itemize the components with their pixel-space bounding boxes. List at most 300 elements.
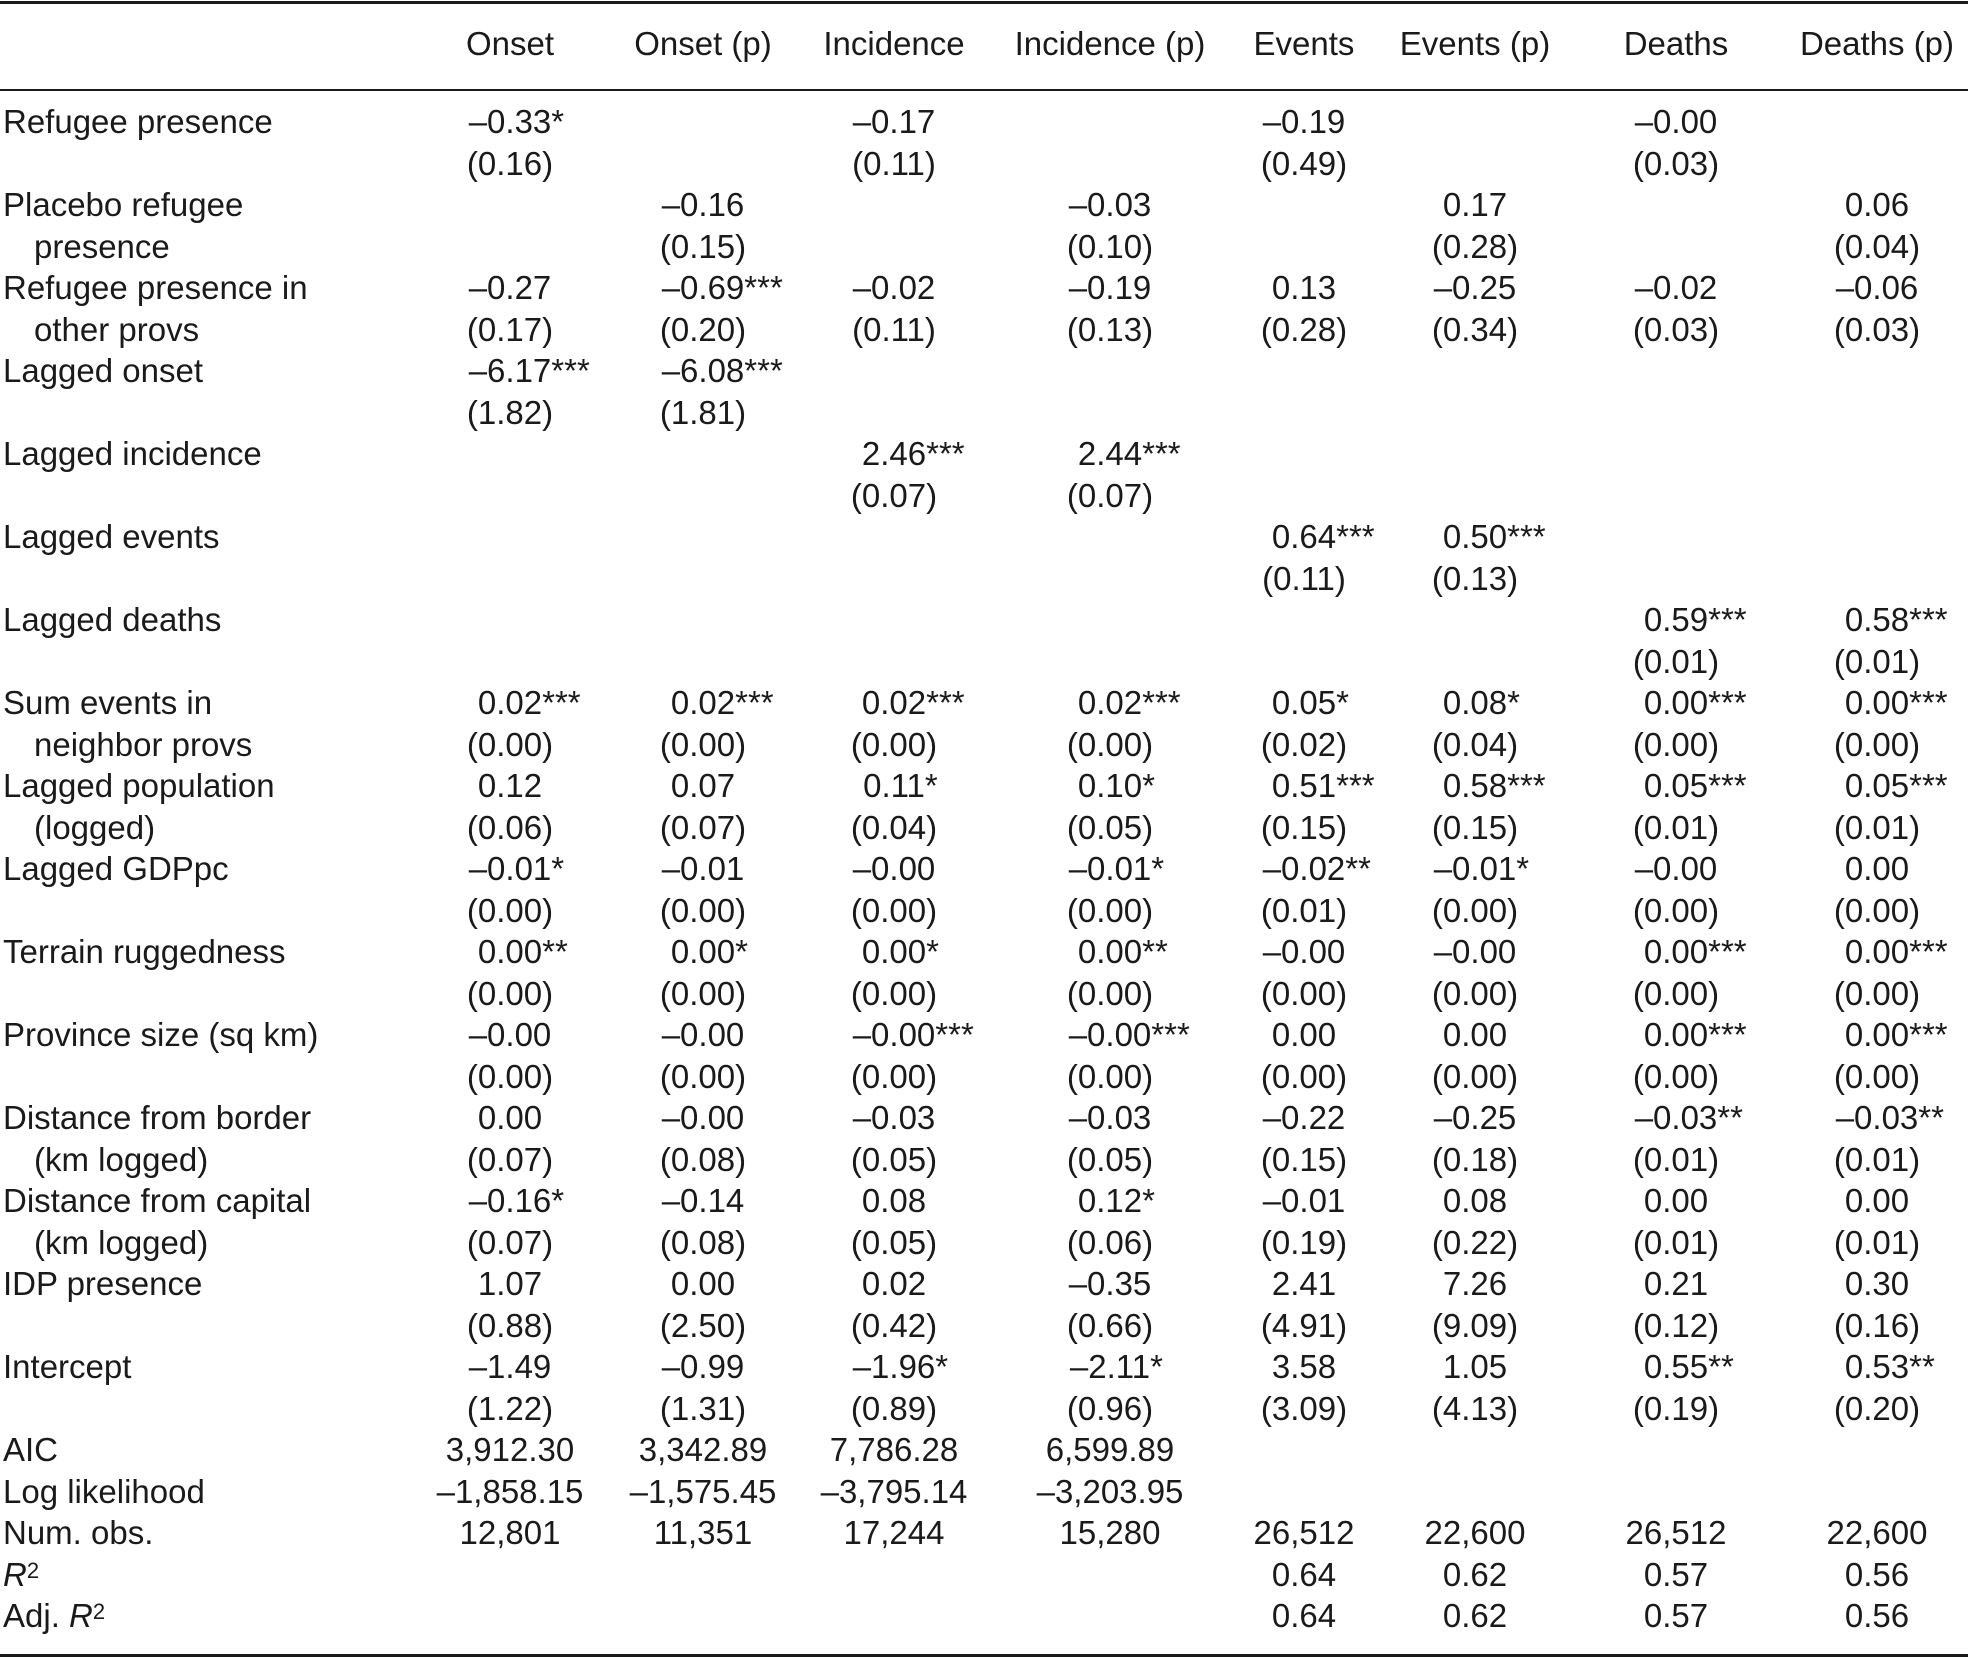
coef-lagged-population-logged-incidence-p: 0.10 * — [1077, 767, 1155, 804]
row-label-refugee-presence: Refugee presence — [3, 103, 273, 140]
se-placebo-refugee-presence-deaths-p: (0.04) — [1833, 227, 1921, 265]
se-distance-from-capital-km-logged-incidence: (0.05) — [850, 1223, 938, 1261]
se-refugee-presence-in-other-provs-deaths-p: (0.03) — [1833, 310, 1921, 348]
significance-stars: *** — [1708, 1016, 1747, 1053]
top-rule — [0, 1, 1968, 4]
coef-lagged-population-logged-onset: 0.12 — [477, 767, 543, 804]
row-label-province-size-sq-km: Province size (sq km) — [3, 1016, 319, 1053]
stat-adj-r-deaths: 0.57 — [1643, 1597, 1709, 1634]
coef-lagged-gdppc-incidence-p: –0.01 * — [1068, 850, 1165, 887]
coef-distance-from-border-km-logged-onset: 0.00 — [477, 1099, 543, 1136]
coef-distance-from-capital-km-logged-incidence-p: 0.12 * — [1077, 1182, 1155, 1219]
column-header-incidence-p: Incidence (p) — [1014, 25, 1206, 62]
se-intercept-events-p: (4.13) — [1431, 1389, 1519, 1427]
se-refugee-presence-deaths: (0.03) — [1632, 144, 1720, 182]
stat-label-adj-r: Adj. $R^2$ — [3, 1597, 106, 1634]
stat-aic-onset: 3,912.30 — [445, 1431, 575, 1468]
coef-refugee-presence-in-other-provs-incidence: –0.02 — [852, 269, 936, 306]
significance-stars: *** — [1142, 684, 1181, 721]
row-label-distance-from-capital-km-logged-cont: (km logged) — [34, 1223, 209, 1261]
coef-terrain-ruggedness-events-p: –0.00 — [1433, 933, 1517, 970]
coef-province-size-sq-km-onset: –0.00 — [468, 1016, 552, 1053]
coef-lagged-deaths-deaths: 0.59 *** — [1643, 601, 1747, 638]
row-label-refugee-presence-in-other-provs: Refugee presence in — [3, 269, 308, 306]
coef-sum-events-in-neighbor-provs-deaths-p: 0.00 *** — [1844, 684, 1948, 721]
se-lagged-population-logged-events-p: (0.15) — [1431, 808, 1519, 846]
row-label-lagged-incidence: Lagged incidence — [3, 435, 262, 472]
coef-distance-from-border-km-logged-deaths: –0.03 ** — [1634, 1099, 1743, 1136]
stat-adj-r-events-p: 0.62 — [1442, 1597, 1508, 1634]
se-lagged-events-events-p: (0.13) — [1431, 559, 1519, 597]
significance-stars: *** — [744, 269, 783, 306]
se-distance-from-border-km-logged-incidence: (0.05) — [850, 1140, 938, 1178]
row-label-placebo-refugee-presence-cont: presence — [34, 227, 170, 265]
se-lagged-population-logged-onset: (0.06) — [466, 808, 554, 846]
significance-stars: *** — [1708, 601, 1747, 638]
se-sum-events-in-neighbor-provs-incidence-p: (0.00) — [1066, 725, 1154, 763]
coef-lagged-gdppc-onset-p: –0.01 — [661, 850, 745, 887]
coef-sum-events-in-neighbor-provs-onset: 0.02 *** — [477, 684, 581, 721]
se-lagged-population-logged-deaths-p: (0.01) — [1833, 808, 1921, 846]
se-distance-from-border-km-logged-incidence-p: (0.05) — [1066, 1140, 1154, 1178]
row-label-intercept: Intercept — [3, 1348, 132, 1385]
se-terrain-ruggedness-onset-p: (0.00) — [659, 974, 747, 1012]
stat-adj-r-deaths-p: 0.56 — [1844, 1597, 1910, 1634]
stat-aic-incidence-p: 6,599.89 — [1045, 1431, 1175, 1468]
coef-distance-from-capital-km-logged-deaths-p: 0.00 — [1844, 1182, 1910, 1219]
coef-lagged-events-events: 0.64 *** — [1271, 518, 1375, 555]
significance-stars: *** — [735, 684, 774, 721]
coef-lagged-events-events-p: 0.50 *** — [1442, 518, 1546, 555]
stat-r-deaths-p: 0.56 — [1844, 1555, 1910, 1593]
coef-idp-presence-events: 2.41 — [1271, 1265, 1337, 1302]
coef-lagged-population-logged-events-p: 0.58 *** — [1442, 767, 1546, 804]
column-header-deaths: Deaths — [1623, 25, 1729, 62]
coef-sum-events-in-neighbor-provs-incidence: 0.02 *** — [861, 684, 965, 721]
coef-terrain-ruggedness-onset-p: 0.00 * — [670, 933, 748, 970]
stat-label-aic: AIC — [3, 1431, 59, 1468]
coef-lagged-population-logged-deaths: 0.05 *** — [1643, 767, 1747, 804]
coef-lagged-gdppc-incidence: –0.00 — [852, 850, 936, 887]
significance-stars: * — [1142, 1182, 1155, 1219]
row-label-lagged-population-logged: Lagged population — [3, 767, 275, 804]
coef-lagged-gdppc-deaths-p: 0.00 — [1844, 850, 1910, 887]
se-distance-from-capital-km-logged-incidence-p: (0.06) — [1066, 1223, 1154, 1261]
significance-stars: * — [1336, 684, 1349, 721]
significance-stars: *** — [1708, 684, 1747, 721]
se-province-size-sq-km-incidence-p: (0.00) — [1066, 1057, 1154, 1095]
se-intercept-incidence: (0.89) — [850, 1389, 938, 1427]
stat-label-r: $R^2$ — [3, 1555, 40, 1593]
se-lagged-gdppc-events: (0.01) — [1260, 891, 1348, 929]
significance-stars: *** — [926, 435, 965, 472]
significance-stars: *** — [1909, 767, 1948, 804]
significance-stars: *** — [1507, 518, 1546, 555]
se-sum-events-in-neighbor-provs-onset-p: (0.00) — [659, 725, 747, 763]
significance-stars: *** — [1336, 767, 1375, 804]
se-refugee-presence-in-other-provs-incidence-p: (0.13) — [1066, 310, 1154, 348]
coef-lagged-onset-onset-p: –6.08 *** — [661, 352, 783, 389]
coef-distance-from-capital-km-logged-incidence: 0.08 — [861, 1182, 927, 1219]
significance-stars: * — [551, 1182, 565, 1219]
coef-intercept-deaths-p: 0.53 ** — [1844, 1348, 1935, 1385]
coef-lagged-incidence-incidence: 2.46 *** — [861, 435, 965, 472]
row-label-idp-presence: IDP presence — [3, 1265, 203, 1302]
coef-lagged-incidence-incidence-p: 2.44 *** — [1077, 435, 1181, 472]
coef-lagged-gdppc-events: –0.02 ** — [1262, 850, 1371, 887]
significance-stars: *** — [744, 352, 783, 389]
se-lagged-population-logged-incidence: (0.04) — [850, 808, 938, 846]
se-distance-from-capital-km-logged-onset: (0.07) — [466, 1223, 554, 1261]
significance-stars: ** — [1142, 933, 1168, 970]
row-label-distance-from-border-km-logged: Distance from border — [3, 1099, 312, 1136]
se-distance-from-capital-km-logged-deaths-p: (0.01) — [1833, 1223, 1921, 1261]
se-distance-from-capital-km-logged-deaths: (0.01) — [1632, 1223, 1720, 1261]
significance-stars: * — [935, 1348, 949, 1385]
coef-placebo-refugee-presence-deaths-p: 0.06 — [1844, 186, 1910, 223]
coef-province-size-sq-km-deaths: 0.00 *** — [1643, 1016, 1747, 1053]
se-intercept-incidence-p: (0.96) — [1066, 1389, 1154, 1427]
coef-terrain-ruggedness-deaths-p: 0.00 *** — [1844, 933, 1948, 970]
significance-stars: *** — [1336, 518, 1375, 555]
coef-intercept-events-p: 1.05 — [1442, 1348, 1508, 1385]
significance-stars: *** — [1708, 767, 1747, 804]
stat-aic-incidence: 7,786.28 — [829, 1431, 959, 1468]
coef-idp-presence-deaths-p: 0.30 — [1844, 1265, 1910, 1302]
significance-stars: *** — [551, 352, 590, 389]
se-idp-presence-events-p: (9.09) — [1431, 1306, 1519, 1344]
column-header-events: Events — [1253, 25, 1355, 62]
se-intercept-onset: (1.22) — [466, 1389, 554, 1427]
coef-lagged-gdppc-deaths: –0.00 — [1634, 850, 1718, 887]
se-intercept-deaths: (0.19) — [1632, 1389, 1720, 1427]
significance-stars: * — [551, 103, 565, 140]
coef-distance-from-border-km-logged-incidence: –0.03 — [852, 1099, 936, 1136]
significance-stars: ** — [1708, 1348, 1734, 1385]
significance-stars: ** — [1345, 850, 1371, 887]
coef-terrain-ruggedness-incidence-p: 0.00 ** — [1077, 933, 1168, 970]
coef-refugee-presence-in-other-provs-deaths: –0.02 — [1634, 269, 1718, 306]
significance-stars: ** — [1717, 1099, 1743, 1136]
se-idp-presence-onset-p: (2.50) — [659, 1306, 747, 1344]
stat-num-obs-incidence-p: 15,280 — [1059, 1514, 1161, 1551]
stat-num-obs-events-p: 22,600 — [1424, 1514, 1526, 1551]
coef-refugee-presence-deaths: –0.00 — [1634, 103, 1718, 140]
coef-refugee-presence-onset: –0.33 * — [468, 103, 565, 140]
se-distance-from-border-km-logged-events-p: (0.18) — [1431, 1140, 1519, 1178]
coef-sum-events-in-neighbor-provs-onset-p: 0.02 *** — [670, 684, 774, 721]
se-province-size-sq-km-deaths: (0.00) — [1632, 1057, 1720, 1095]
coef-intercept-onset: –1.49 — [468, 1348, 552, 1385]
se-province-size-sq-km-incidence: (0.00) — [850, 1057, 938, 1095]
coef-distance-from-border-km-logged-events: –0.22 — [1262, 1099, 1346, 1136]
se-lagged-population-logged-events: (0.15) — [1260, 808, 1348, 846]
stat-log-likelihood-incidence-p: –3,203.95 — [1036, 1472, 1184, 1510]
significance-stars: * — [1516, 850, 1530, 887]
significance-stars: * — [1507, 684, 1520, 721]
coef-distance-from-capital-km-logged-onset: –0.16 * — [468, 1182, 565, 1219]
header-rule — [0, 89, 1968, 91]
stat-num-obs-deaths: 26,512 — [1625, 1514, 1727, 1551]
significance-stars: ** — [1909, 1348, 1935, 1385]
coef-province-size-sq-km-onset-p: –0.00 — [661, 1016, 745, 1053]
se-lagged-gdppc-incidence: (0.00) — [850, 891, 938, 929]
coef-refugee-presence-in-other-provs-onset-p: –0.69 *** — [661, 269, 783, 306]
stat-log-likelihood-incidence: –3,795.14 — [820, 1472, 968, 1510]
se-lagged-deaths-deaths-p: (0.01) — [1833, 642, 1921, 680]
significance-stars: * — [926, 933, 939, 970]
se-refugee-presence-in-other-provs-events: (0.28) — [1260, 310, 1348, 348]
coef-idp-presence-incidence-p: –0.35 — [1068, 1265, 1152, 1302]
se-sum-events-in-neighbor-provs-deaths-p: (0.00) — [1833, 725, 1921, 763]
coef-lagged-gdppc-events-p: –0.01 * — [1433, 850, 1530, 887]
se-lagged-onset-onset: (1.82) — [466, 393, 554, 431]
coef-refugee-presence-in-other-provs-events: 0.13 — [1271, 269, 1337, 306]
se-lagged-gdppc-events-p: (0.00) — [1431, 891, 1519, 929]
se-lagged-gdppc-onset-p: (0.00) — [659, 891, 747, 929]
se-distance-from-border-km-logged-events: (0.15) — [1260, 1140, 1348, 1178]
coef-refugee-presence-events: –0.19 — [1262, 103, 1346, 140]
significance-stars: *** — [542, 684, 581, 721]
significance-stars: *** — [1708, 933, 1747, 970]
coef-sum-events-in-neighbor-provs-incidence-p: 0.02 *** — [1077, 684, 1181, 721]
coef-intercept-incidence-p: –2.11 * — [1069, 1348, 1163, 1385]
significance-stars: *** — [1151, 1016, 1190, 1053]
se-sum-events-in-neighbor-provs-incidence: (0.00) — [850, 725, 938, 763]
se-distance-from-capital-km-logged-events-p: (0.22) — [1431, 1223, 1519, 1261]
coef-refugee-presence-in-other-provs-deaths-p: –0.06 — [1835, 269, 1919, 306]
se-lagged-gdppc-incidence-p: (0.00) — [1066, 891, 1154, 929]
significance-stars: * — [1150, 1348, 1163, 1385]
se-idp-presence-deaths-p: (0.16) — [1833, 1306, 1921, 1344]
coef-lagged-population-logged-incidence: 0.11 * — [863, 767, 938, 804]
coef-intercept-onset-p: –0.99 — [661, 1348, 745, 1385]
column-header-incidence: Incidence — [823, 25, 965, 62]
significance-stars: * — [1142, 767, 1155, 804]
se-terrain-ruggedness-deaths: (0.00) — [1632, 974, 1720, 1012]
se-distance-from-border-km-logged-onset: (0.07) — [466, 1140, 554, 1178]
se-intercept-events: (3.09) — [1260, 1389, 1348, 1427]
se-intercept-onset-p: (1.31) — [659, 1389, 747, 1427]
se-idp-presence-incidence: (0.42) — [850, 1306, 938, 1344]
column-header-deaths-p: Deaths (p) — [1799, 25, 1955, 62]
significance-stars: * — [924, 767, 938, 804]
se-province-size-sq-km-onset-p: (0.00) — [659, 1057, 747, 1095]
se-placebo-refugee-presence-onset-p: (0.15) — [659, 227, 747, 265]
se-refugee-presence-onset: (0.16) — [466, 144, 554, 182]
significance-stars: *** — [1507, 767, 1546, 804]
stat-num-obs-incidence: 17,244 — [843, 1514, 945, 1551]
coef-intercept-deaths: 0.55 ** — [1643, 1348, 1734, 1385]
se-sum-events-in-neighbor-provs-events: (0.02) — [1260, 725, 1348, 763]
coef-terrain-ruggedness-events: –0.00 — [1262, 933, 1346, 970]
se-terrain-ruggedness-events: (0.00) — [1260, 974, 1348, 1012]
stat-num-obs-events: 26,512 — [1253, 1514, 1355, 1551]
row-label-distance-from-border-km-logged-cont: (km logged) — [34, 1140, 209, 1178]
se-refugee-presence-incidence: (0.11) — [852, 144, 936, 182]
coef-distance-from-capital-km-logged-deaths: 0.00 — [1643, 1182, 1709, 1219]
row-label-placebo-refugee-presence: Placebo refugee — [3, 186, 244, 223]
se-terrain-ruggedness-deaths-p: (0.00) — [1833, 974, 1921, 1012]
stat-adj-r-events: 0.64 — [1271, 1597, 1337, 1634]
coef-lagged-population-logged-onset-p: 0.07 — [670, 767, 736, 804]
coef-sum-events-in-neighbor-provs-events: 0.05 * — [1271, 684, 1349, 721]
se-placebo-refugee-presence-events-p: (0.28) — [1431, 227, 1519, 265]
coef-idp-presence-deaths: 0.21 — [1643, 1265, 1709, 1302]
se-terrain-ruggedness-onset: (0.00) — [466, 974, 554, 1012]
se-lagged-gdppc-deaths-p: (0.00) — [1833, 891, 1921, 929]
significance-stars: *** — [1909, 1016, 1948, 1053]
coef-refugee-presence-in-other-provs-incidence-p: –0.19 — [1068, 269, 1152, 306]
se-distance-from-capital-km-logged-onset-p: (0.08) — [659, 1223, 747, 1261]
se-idp-presence-deaths: (0.12) — [1632, 1306, 1720, 1344]
se-sum-events-in-neighbor-provs-deaths: (0.00) — [1632, 725, 1720, 763]
coef-placebo-refugee-presence-events-p: 0.17 — [1442, 186, 1508, 223]
se-province-size-sq-km-onset: (0.00) — [466, 1057, 554, 1095]
se-lagged-incidence-incidence: (0.07) — [850, 476, 938, 514]
se-refugee-presence-in-other-provs-events-p: (0.34) — [1431, 310, 1519, 348]
se-province-size-sq-km-events-p: (0.00) — [1431, 1057, 1519, 1095]
row-label-lagged-deaths: Lagged deaths — [3, 601, 222, 638]
coef-distance-from-capital-km-logged-events-p: 0.08 — [1442, 1182, 1508, 1219]
bottom-rule — [0, 1654, 1968, 1657]
coef-distance-from-border-km-logged-onset-p: –0.00 — [661, 1099, 745, 1136]
se-distance-from-border-km-logged-deaths: (0.01) — [1632, 1140, 1720, 1178]
stat-r-events: 0.64 — [1271, 1555, 1337, 1593]
coef-province-size-sq-km-incidence: –0.00 *** — [852, 1016, 974, 1053]
se-province-size-sq-km-events: (0.00) — [1260, 1057, 1348, 1095]
row-label-lagged-events: Lagged events — [3, 518, 220, 555]
se-distance-from-capital-km-logged-events: (0.19) — [1260, 1223, 1348, 1261]
significance-stars: *** — [1909, 601, 1948, 638]
column-header-onset-p: Onset (p) — [634, 25, 772, 62]
row-label-lagged-onset: Lagged onset — [3, 352, 204, 389]
se-idp-presence-incidence-p: (0.66) — [1066, 1306, 1154, 1344]
se-refugee-presence-in-other-provs-onset: (0.17) — [466, 310, 554, 348]
se-intercept-deaths-p: (0.20) — [1833, 1389, 1921, 1427]
coef-intercept-incidence: –1.96 * — [852, 1348, 949, 1385]
coef-distance-from-capital-km-logged-events: –0.01 — [1262, 1182, 1346, 1219]
se-lagged-events-events: (0.11) — [1262, 559, 1346, 597]
stat-num-obs-onset-p: 11,351 — [653, 1514, 753, 1551]
se-refugee-presence-in-other-provs-incidence: (0.11) — [852, 310, 936, 348]
coef-idp-presence-onset: 1.07 — [477, 1265, 543, 1302]
row-label-distance-from-capital-km-logged: Distance from capital — [3, 1182, 312, 1219]
coef-terrain-ruggedness-onset: 0.00 ** — [477, 933, 568, 970]
coef-sum-events-in-neighbor-provs-deaths: 0.00 *** — [1643, 684, 1747, 721]
se-idp-presence-events: (4.91) — [1260, 1306, 1348, 1344]
coef-province-size-sq-km-events-p: 0.00 — [1442, 1016, 1508, 1053]
se-lagged-population-logged-deaths: (0.01) — [1632, 808, 1720, 846]
se-terrain-ruggedness-events-p: (0.00) — [1431, 974, 1519, 1012]
coef-placebo-refugee-presence-incidence-p: –0.03 — [1068, 186, 1152, 223]
coef-refugee-presence-in-other-provs-events-p: –0.25 — [1433, 269, 1517, 306]
significance-stars: *** — [935, 1016, 974, 1053]
significance-stars: *** — [1909, 684, 1948, 721]
se-placebo-refugee-presence-incidence-p: (0.10) — [1066, 227, 1154, 265]
stat-log-likelihood-onset: –1,858.15 — [436, 1472, 584, 1510]
se-refugee-presence-events: (0.49) — [1260, 144, 1348, 182]
se-refugee-presence-in-other-provs-deaths: (0.03) — [1632, 310, 1720, 348]
coef-intercept-events: 3.58 — [1271, 1348, 1337, 1385]
stat-r-deaths: 0.57 — [1643, 1555, 1709, 1593]
coef-placebo-refugee-presence-onset-p: –0.16 — [661, 186, 745, 223]
stat-log-likelihood-onset-p: –1,575.45 — [629, 1472, 777, 1510]
coef-idp-presence-events-p: 7.26 — [1442, 1265, 1508, 1302]
coef-distance-from-border-km-logged-incidence-p: –0.03 — [1068, 1099, 1152, 1136]
se-sum-events-in-neighbor-provs-events-p: (0.04) — [1431, 725, 1519, 763]
column-header-onset: Onset — [465, 25, 555, 62]
significance-stars: *** — [926, 684, 965, 721]
significance-stars: *** — [1909, 933, 1948, 970]
significance-stars: * — [551, 850, 565, 887]
stat-num-obs-deaths-p: 22,600 — [1826, 1514, 1928, 1551]
coef-idp-presence-onset-p: 0.00 — [670, 1265, 736, 1302]
stat-label-num-obs: Num. obs. — [3, 1514, 154, 1551]
significance-stars: *** — [1142, 435, 1181, 472]
se-lagged-incidence-incidence-p: (0.07) — [1066, 476, 1154, 514]
se-lagged-deaths-deaths: (0.01) — [1632, 642, 1720, 680]
stat-r-events-p: 0.62 — [1442, 1555, 1508, 1593]
se-refugee-presence-in-other-provs-onset-p: (0.20) — [659, 310, 747, 348]
row-label-terrain-ruggedness: Terrain ruggedness — [3, 933, 286, 970]
significance-stars: ** — [542, 933, 568, 970]
se-lagged-population-logged-onset-p: (0.07) — [659, 808, 747, 846]
stat-num-obs-onset: 12,801 — [459, 1514, 561, 1551]
row-label-sum-events-in-neighbor-provs-cont: neighbor provs — [34, 725, 253, 763]
coef-lagged-gdppc-onset: –0.01 * — [468, 850, 565, 887]
coef-lagged-population-logged-events: 0.51 *** — [1271, 767, 1375, 804]
coef-refugee-presence-in-other-provs-onset: –0.27 — [468, 269, 552, 306]
coef-terrain-ruggedness-incidence: 0.00 * — [861, 933, 939, 970]
se-terrain-ruggedness-incidence: (0.00) — [850, 974, 938, 1012]
coef-province-size-sq-km-events: 0.00 — [1271, 1016, 1337, 1053]
coef-lagged-population-logged-deaths-p: 0.05 *** — [1844, 767, 1948, 804]
coef-province-size-sq-km-deaths-p: 0.00 *** — [1844, 1016, 1948, 1053]
significance-stars: * — [735, 933, 748, 970]
coef-lagged-onset-onset: –6.17 *** — [468, 352, 590, 389]
row-label-refugee-presence-in-other-provs-cont: other provs — [34, 310, 200, 348]
se-terrain-ruggedness-incidence-p: (0.00) — [1066, 974, 1154, 1012]
se-distance-from-border-km-logged-deaths-p: (0.01) — [1833, 1140, 1921, 1178]
row-label-lagged-gdppc: Lagged GDPpc — [3, 850, 229, 887]
se-lagged-gdppc-deaths: (0.00) — [1632, 891, 1720, 929]
significance-stars: ** — [1918, 1099, 1944, 1136]
coef-sum-events-in-neighbor-provs-events-p: 0.08 * — [1442, 684, 1520, 721]
stat-label-log-likelihood: Log likelihood — [3, 1472, 205, 1510]
stat-aic-onset-p: 3,342.89 — [638, 1431, 768, 1468]
row-label-lagged-population-logged-cont: (logged) — [34, 808, 156, 846]
significance-stars: * — [1151, 850, 1165, 887]
se-lagged-onset-onset-p: (1.81) — [659, 393, 747, 431]
se-lagged-gdppc-onset: (0.00) — [466, 891, 554, 929]
coef-province-size-sq-km-incidence-p: –0.00 *** — [1068, 1016, 1190, 1053]
coef-lagged-deaths-deaths-p: 0.58 *** — [1844, 601, 1948, 638]
se-sum-events-in-neighbor-provs-onset: (0.00) — [466, 725, 554, 763]
coef-distance-from-border-km-logged-events-p: –0.25 — [1433, 1099, 1517, 1136]
se-idp-presence-onset: (0.88) — [466, 1306, 554, 1344]
coef-refugee-presence-incidence: –0.17 — [852, 103, 936, 140]
column-header-events-p: Events (p) — [1399, 25, 1551, 62]
coef-terrain-ruggedness-deaths: 0.00 *** — [1643, 933, 1747, 970]
se-province-size-sq-km-deaths-p: (0.00) — [1833, 1057, 1921, 1095]
coef-distance-from-capital-km-logged-onset-p: –0.14 — [661, 1182, 745, 1219]
coef-distance-from-border-km-logged-deaths-p: –0.03 ** — [1835, 1099, 1944, 1136]
se-lagged-population-logged-incidence-p: (0.05) — [1066, 808, 1154, 846]
se-distance-from-border-km-logged-onset-p: (0.08) — [659, 1140, 747, 1178]
row-label-sum-events-in-neighbor-provs: Sum events in — [3, 684, 213, 721]
coef-idp-presence-incidence: 0.02 — [861, 1265, 927, 1302]
